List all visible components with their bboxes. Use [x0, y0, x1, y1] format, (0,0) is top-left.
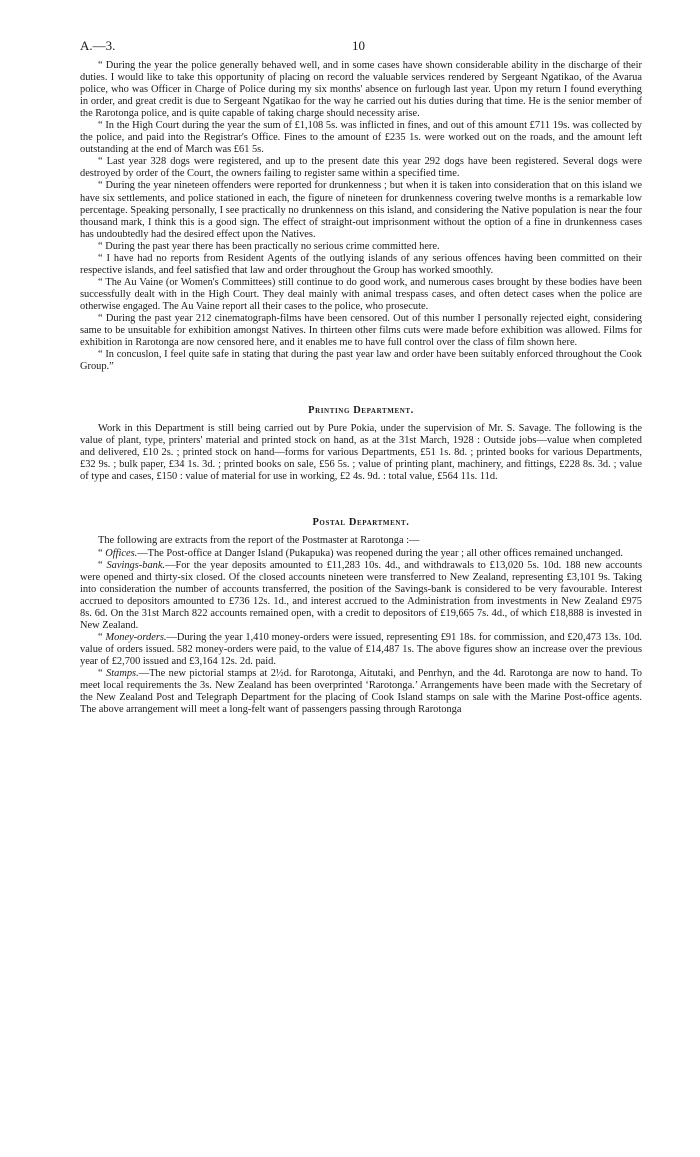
printing-department-section	[80, 423, 642, 483]
stamps-lead: Stamps.	[106, 667, 139, 679]
postal-stamps-paragraph: “ Stamps.—The new pictorial stamps at 2½d. for Rarotonga, Aitutaki, and Penrhyn, and the 4d. Rarotonga are now to hand. To meet local requirements the 3s. New Zealand has been overprinted ‘Rarotonga.’ Arrangements have been made with the Secretary of the New Zealand Post and Telegraph Department for the placing of Cook Island stamps on sale with the Marine Post-office agents. The above arrangement will meet a long-felt want of passengers passing through Rarotonga	[80, 667, 642, 716]
police-paragraph: “ During the past year there has been practically no serious crime committed here.	[98, 240, 440, 252]
offices-text: —The Post-office at Danger Island (Pukapuka) was reopened during the year ; all other offices remained unchanged.	[137, 547, 624, 559]
money-orders-text: —During the year 1,410 money-orders were issued, representing £91 18s. for commission, and £20,473 13s. 10d. value of orders issued. 582 money-orders were paid, to the value of £14,487 1s. The above figures show an increase over the previous year of £2,700 issued and £3,164 12s. 2d. paid.	[80, 631, 642, 667]
police-paragraph: “ In the High Court during the year the sum of £1,108 5s. was inflicted in fines, and out of this amount £711 19s. was collected by the police, and paid into the Registrar's Office. Fines to the amount of £235 1s. were worked out on the roads, and the amount left outstanding at the end of March was £61 5s.	[80, 120, 642, 156]
postal-savings-bank-paragraph: “ Savings-bank.—For the year deposits amounted to £11,283 10s. 4d., and withdrawals to £13,020 5s. 10d. 188 new accounts were opened and thirty-six closed. Of the closed accounts nineteen were transferred to New Zealand, representing £3,101 9s. Taking into consideration the number of accounts transferred, the position of the Savings-bank is considered to be very favourable. Interest accrued to depositors amounted to £736 12s. 1d., and interest accrued to the Administration from investments in New Zealand £975 8s. 6d. On the 31st March 822 accounts remained open, with a credit to depositors of £19,665 7s. 4d., of which £18,888 is invested in New Zealand.	[80, 559, 642, 631]
savings-bank-text: —For the year deposits amounted to £11,283 10s. 4d., and withdrawals to £13,020 5s. 10d. 188 new accounts were opened and thirty-six closed. Of the closed accounts nineteen were transferred to New Zealand, representing £3,101 9s. Taking into consideration the number of accounts transferred, the position of the Savings-bank is considered to be very favourable. Interest accrued to depositors amounted to £736 12s. 1d., and interest accrued to the Administration from investments in New Zealand £975 8s. 6d. On the 31st March 822 accounts remained open, with a credit to depositors of £19,665 7s. 4d., of which £18,888 is invested in New Zealand.	[80, 559, 642, 631]
postal-money-orders-paragraph: “ Money-orders.—During the year 1,410 money-orders were issued, representing £91 18s. for commission, and £20,473 13s. 10d. value of orders issued. 582 money-orders were paid, to the value of £14,487 1s. The above figures show an increase over the previous year of £2,700 issued and £3,164 12s. 2d. paid.	[80, 631, 642, 667]
page-header	[80, 38, 642, 60]
savings-bank-lead: Savings-bank.	[106, 559, 166, 571]
postal-intro: The following are extracts from the report of the Postmaster at Rarotonga :—	[98, 535, 420, 547]
police-paragraph: “ In concuslon, I feel quite safe in stating that during the past year law and order have been suitably enforced throughout the Cook Group.”	[80, 349, 642, 373]
police-paragraph: “ The Au Vaine (or Women's Committees) still continue to do good work, and numerous cases brought by these bodies have been successfully dealt with in the High Court. They deal mainly with animal trespass cases, and often detect cases when the police are otherwise engaged. The Au Vaine report all their cases to the police, who prosecute.	[80, 276, 642, 312]
stamps-text: —The new pictorial stamps at 2½d. for Rarotonga, Aitutaki, and Penrhyn, and the 4d. Rarotonga are now to hand. To meet local requirements the 3s. New Zealand has been overprinted ‘Rarotonga.’ Arrangements have been made with the Secretary of the New Zealand Post and Telegraph Department for the placing of Cook Island stamps on sale with the Marine Post-office agents. The above arrangement will meet a long-felt want of passengers passing through Rarotonga	[80, 667, 642, 716]
document-page	[80, 38, 642, 716]
police-paragraph: “ During the year the police generally behaved well, and in some cases have shown considerable ability in the discharge of their duties. I would like to take this opportunity of placing on record the valuable services rendered by Sergeant Ngatikao, of the Avarua police, who was Officer in Charge of Police during my six months' absence on furlough last year. Upon my return I found everything in order, and great credit is due to Sergeant Ngatikao for the way he carried out his duties during that time. He is the senior member of the Rarotonga police, and is quite capable of taking charge should necessity arise.	[80, 60, 642, 120]
postal-department-heading: Postal Department.	[312, 517, 410, 529]
police-paragraph: “ During the past year 212 cinematograph-films have been censored. Out of this number I personally rejected eight, considering same to be unsuitable for exhibition amongst Natives. In thirteen other films cuts were made before exhibition was allowed. Films for exhibition in Rarotonga are now censored here, and it enables me to have full control over the class of film shown here.	[80, 312, 642, 349]
printing-department-heading: Printing Department.	[308, 405, 414, 417]
page-number: 10	[352, 38, 365, 53]
postal-offices-paragraph: “ Offices.—The Post-office at Danger Island (Pukapuka) was reopened during the year ; all other offices remained unchanged.	[98, 547, 624, 559]
postal-department-section	[80, 535, 642, 716]
police-paragraph: “ Last year 328 dogs were registered, and up to the present date this year 292 dogs have been registered. Several dogs were destroyed by order of the Court, the owners failing to register same within a specified time.	[80, 156, 642, 180]
police-paragraph: “ During the year nineteen offenders were reported for drunkenness ; but when it is taken into consideration that on this island we have six settlements, and police stationed in each, the figure of nineteen for drunkenness covering twelve months is a remarkable low percentage. Speaking personally, I see practically no drunkenness on this island, and considering the Native population is near the four thousand mark, I think this is a good sign. The effect of straight-out imprisonment without the option of a fine in drunkenness cases has undoubtedly had the desired effect upon the Natives.	[80, 180, 642, 240]
money-orders-lead: Money-orders.	[105, 631, 167, 643]
printing-paragraph: Work in this Department is still being carried out by Pure Pokia, under the supervision of Mr. S. Savage. The following is the value of plant, type, printers' material and printed stock on hand, as at the 31st March, 1928 : Outside jobs—value when completed and delivered, £10 2s. ; printed stock on hand—forms for various Departments, £51 1s. 8d. ; printed books for various Departments, £32 9s. ; bulk paper, £34 1s. 3d. ; printed books on sale, £56 5s. ; value of printing plant, machinery, and fittings, £228 8s. 3d. ; value of type and cases, £150 : value of material for use in working, £2 4s. 9d. : total value, £564 11s. 11d.	[80, 423, 642, 483]
police-paragraph: “ I have had no reports from Resident Agents of the outlying islands of any serious offences having been committed on their respective islands, and feel satisfied that law and order throughout the Group has worked smoothly.	[80, 252, 642, 276]
document-reference: A.—3.	[80, 38, 116, 53]
police-report-section	[80, 60, 642, 373]
offices-lead: Offices.	[105, 547, 138, 559]
